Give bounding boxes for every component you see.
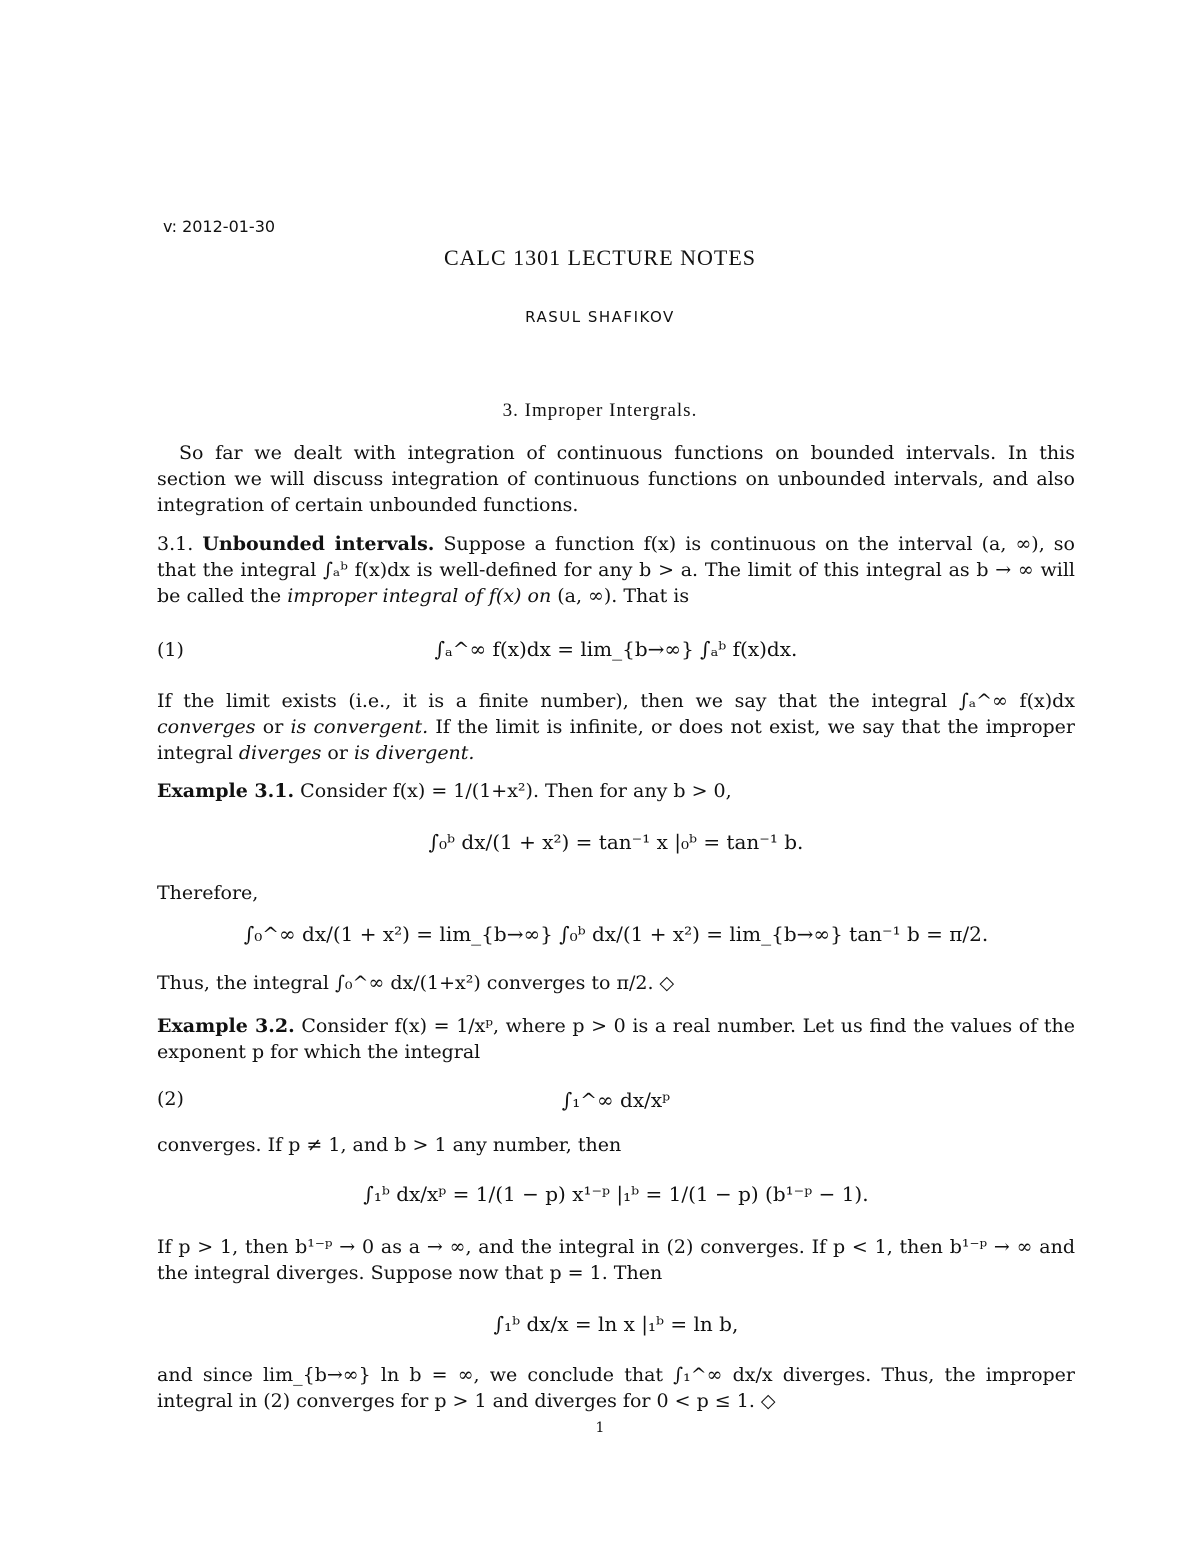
intro-text: So far we dealt with integration of continuous functions on bounded intervals. In this section we will discuss integration of continuous functions on unbounded intervals, and also integration of certain unbounded functions. — [157, 442, 1075, 516]
converges-text: converges. If p ≠ 1, and b > 1 any number, then — [157, 1134, 622, 1156]
example-3-1-equation-b: ∫₀^∞ dx/(1 + x²) = lim_{b→∞} ∫₀ᵇ dx/(1 + x²) = lim_{b→∞} tan⁻¹ b = π/2. — [243, 922, 989, 946]
section-heading: 3. Improper Intergrals. — [502, 400, 698, 421]
example-3-2-label: Example 3.2. — [157, 1015, 295, 1037]
equation-1: ∫ₐ^∞ f(x)dx = lim_{b→∞} ∫ₐᵇ f(x)dx. — [434, 637, 798, 661]
term-convergent: is convergent. — [290, 716, 429, 738]
example-3-2-conclusion: and since lim_{b→∞} ln b = ∞, we conclude that ∫₁^∞ dx/x diverges. Thus, the improper integral in (2) converges for p > 1 and diverges for 0 < p ≤ 1. ◇ — [157, 1364, 1075, 1412]
example-3-1-equation-a: ∫₀ᵇ dx/(1 + x²) = tan⁻¹ x |₀ᵇ = tan⁻¹ b. — [428, 830, 804, 854]
subsection-heading: Unbounded intervals. — [202, 533, 435, 555]
example-3-1-label: Example 3.1. — [157, 780, 295, 802]
convergence-text-or: or — [262, 716, 284, 738]
example-3-2-text: Consider f(x) = 1/xᵖ, where p > 0 is a real number. Let us find the values of the exponent p for which the integral — [157, 1015, 1075, 1063]
example-3-2-equation-c: ∫₁ᵇ dx/xᵖ = 1/(1 − p) x¹⁻ᵖ |₁ᵇ = 1/(1 − p) (b¹⁻ᵖ − 1). — [363, 1182, 869, 1206]
page-number: 1 — [595, 1420, 605, 1436]
subsection-paragraph — [157, 531, 1075, 609]
term-converges: converges — [157, 716, 256, 738]
convergence-text-e: If the limit is infinite, or does not exist, we say that the improper integral — [157, 716, 1075, 764]
example-3-2-equation-d: ∫₁ᵇ dx/x = ln x |₁ᵇ = ln b, — [493, 1312, 739, 1336]
subsection-text-end: (a, ∞). That is — [557, 585, 690, 607]
equation-2-number: (2) — [157, 1088, 184, 1110]
equation-1-row — [157, 633, 1075, 693]
example-3-2-case-analysis: If p > 1, then b¹⁻ᵖ → 0 as a → ∞, and the integral in (2) converges. If p < 1, then b¹⁻ᵖ → ∞ and the integral diverges. Suppose now that p = 1. Then — [157, 1236, 1075, 1284]
author-name: RASUL SHAFIKOV — [525, 308, 675, 326]
subsection-label: 3.1. — [157, 533, 194, 555]
convergence-text-a: If the limit exists (i.e., it is a finite number), then we say that the integral ∫ₐ^∞ f(x)dx — [157, 690, 1075, 712]
therefore-text: Therefore, — [157, 882, 259, 904]
document-title: CALC 1301 LECTURE NOTES — [443, 245, 757, 270]
equation-1-number: (1) — [157, 639, 184, 661]
improper-integral-term: improper integral of f(x) on — [287, 585, 552, 607]
example-3-1-conclusion: Thus, the integral ∫₀^∞ dx/(1+x²) converges to π/2. ◇ — [157, 972, 675, 994]
convergence-text-or-2: or — [327, 742, 348, 764]
term-diverges: diverges — [238, 742, 322, 764]
example-3-1-text: Consider f(x) = 1/(1+x²). Then for any b > 0, — [300, 780, 732, 802]
example-3-1-intro — [157, 778, 1075, 804]
intro-paragraph — [157, 440, 1075, 518]
example-3-2-intro — [157, 1013, 1075, 1065]
term-divergent: is divergent. — [353, 742, 475, 764]
version-stamp: v: 2012-01-30 — [163, 217, 276, 236]
subsection-text: Suppose a function f(x) is continuous on the interval (a, ∞), so that the integral ∫ₐᵇ f(x)dx is well-defined for any b > a. The limit of this integral as b → ∞ will be called the — [157, 533, 1075, 607]
convergence-paragraph — [157, 688, 1075, 766]
equation-2: ∫₁^∞ dx/xᵖ — [561, 1088, 671, 1112]
example-3-2-equation-c-row — [157, 1182, 1075, 1242]
